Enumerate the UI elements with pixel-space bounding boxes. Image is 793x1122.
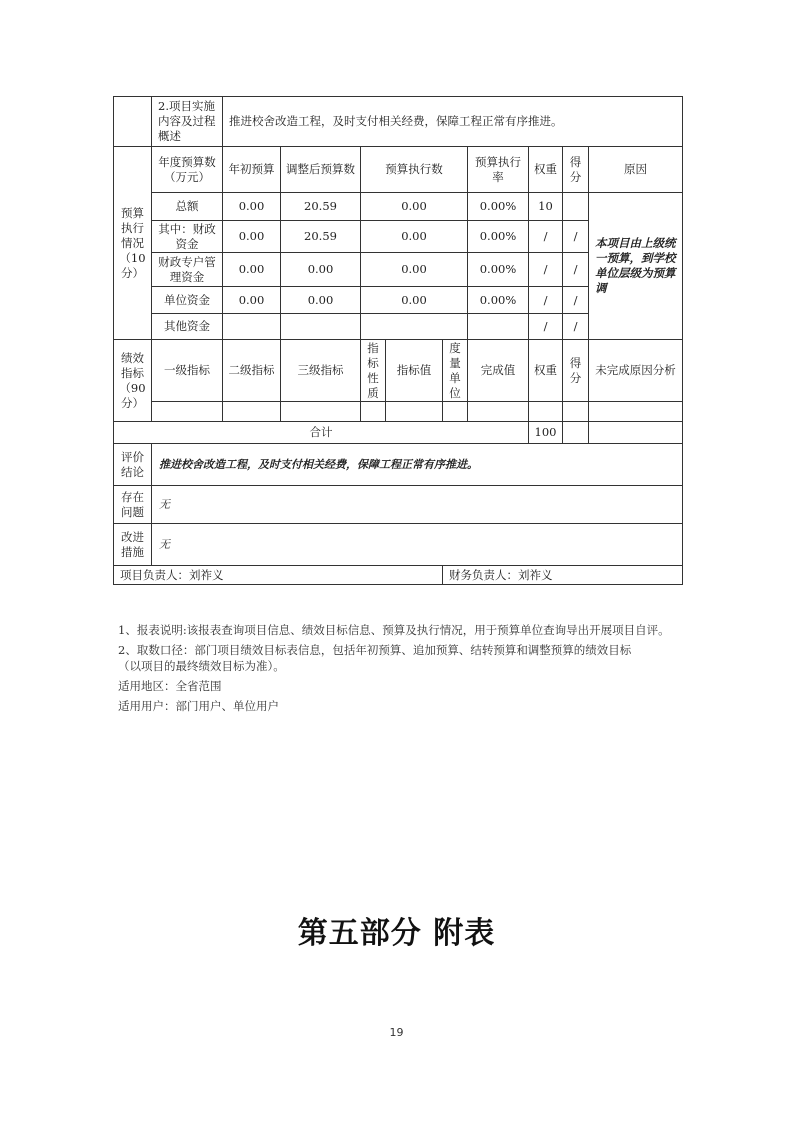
budget-adjusted: 0.00: [281, 287, 361, 314]
empty-cell: [468, 402, 529, 422]
blank-cell: [114, 97, 152, 147]
page-number: 19: [389, 1026, 404, 1039]
perf-header-nature: 指标性质: [361, 340, 386, 402]
perf-header-value: 指标值: [386, 340, 443, 402]
performance-evaluation-table: [113, 96, 683, 585]
budget-initial: [223, 314, 281, 340]
empty-cell: [152, 402, 223, 422]
budget-rate: 0.00%: [468, 193, 529, 221]
finance-lead: 财务负责人：刘祚义: [443, 566, 683, 585]
header-budget-number: 年度预算数（万元）: [152, 147, 223, 193]
perf-empty-row: [114, 402, 683, 422]
empty-cell: [563, 402, 589, 422]
budget-initial: 0.00: [223, 193, 281, 221]
empty-cell: [223, 402, 281, 422]
improve-label: 改进措施: [114, 524, 152, 566]
budget-weight: 10: [529, 193, 563, 221]
perf-header-weight: 权重: [529, 340, 563, 402]
budget-score: /: [563, 287, 589, 314]
project-lead: 项目负责人：刘祚义: [114, 566, 443, 585]
budget-rate: 0.00%: [468, 221, 529, 253]
budget-weight: /: [529, 253, 563, 287]
perf-header-completed: 完成值: [468, 340, 529, 402]
note-line-2a: 2、取数口径：部门项目绩效目标表信息，包括年初预算、追加预算、结转预算和调整预算的绩效目标: [118, 643, 632, 657]
empty-cell: [589, 402, 683, 422]
budget-executed: 0.00: [361, 287, 468, 314]
perf-header-reason: 未完成原因分析: [589, 340, 683, 402]
total-row: [114, 422, 683, 444]
note-users: 适用用户：部门用户、单位用户: [118, 699, 279, 713]
budget-row-label: 其他资金: [152, 314, 223, 340]
budget-initial: 0.00: [223, 287, 281, 314]
evaluation-text: 推进校舍改造工程，及时支付相关经费，保障工程正常有序推进。: [152, 444, 683, 486]
empty-cell: [563, 422, 589, 444]
budget-score: /: [563, 253, 589, 287]
budget-weight: /: [529, 314, 563, 340]
note-region: 适用地区：全省范围: [118, 679, 222, 693]
budget-executed: 0.00: [361, 221, 468, 253]
empty-cell: [361, 402, 386, 422]
budget-weight: /: [529, 221, 563, 253]
total-label: 合计: [114, 422, 529, 444]
budget-score: /: [563, 314, 589, 340]
total-weight: 100: [529, 422, 563, 444]
budget-adjusted: 20.59: [281, 193, 361, 221]
budget-initial: 0.00: [223, 221, 281, 253]
budget-row-label: 财政专户管理资金: [152, 253, 223, 287]
notes-section: [118, 622, 680, 718]
impl-label: 2.项目实施内容及过程概述: [152, 97, 223, 147]
budget-executed: [361, 314, 468, 340]
empty-cell: [443, 402, 468, 422]
budget-section-label: 预算执行情况（10分）: [114, 147, 152, 340]
budget-adjusted: [281, 314, 361, 340]
evaluation-label: 评价结论: [114, 444, 152, 486]
budget-executed: 0.00: [361, 253, 468, 287]
note-line-2b: （以项目的最终绩效目标为准）。: [118, 659, 285, 673]
perf-header-level2: 二级指标: [223, 340, 281, 402]
perf-header-score: 得分: [563, 340, 589, 402]
perf-header-level1: 一级指标: [152, 340, 223, 402]
empty-cell: [529, 402, 563, 422]
empty-cell: [386, 402, 443, 422]
perf-header-level3: 三级指标: [281, 340, 361, 402]
note-line-1: 1、报表说明:该报表查询项目信息、绩效目标信息、预算及执行情况，用于预算单位查询导出开展项目自评。: [118, 623, 670, 637]
header-initial: 年初预算: [223, 147, 281, 193]
budget-adjusted: 0.00: [281, 253, 361, 287]
header-adjusted: 调整后预算数: [281, 147, 361, 193]
budget-score: /: [563, 221, 589, 253]
problems-label: 存在问题: [114, 486, 152, 524]
impl-text: 推进校舍改造工程，及时支付相关经费，保障工程正常有序推进。: [223, 97, 683, 147]
header-rate: 预算执行率: [468, 147, 529, 193]
header-score: 得分: [563, 147, 589, 193]
budget-row-label: 其中：财政资金: [152, 221, 223, 253]
empty-cell: [281, 402, 361, 422]
part-title: 第五部分 附表: [297, 916, 496, 951]
header-weight: 权重: [529, 147, 563, 193]
budget-rate: 0.00%: [468, 253, 529, 287]
header-executed: 预算执行数: [361, 147, 468, 193]
problems-text: 无: [152, 486, 683, 524]
perf-section-label: 绩效指标（90分）: [114, 340, 152, 422]
perf-header-unit: 度量单位: [443, 340, 468, 402]
budget-row: [114, 193, 683, 221]
improve-text: 无: [152, 524, 683, 566]
empty-cell: [589, 422, 683, 444]
budget-rate: [468, 314, 529, 340]
budget-rate: 0.00%: [468, 287, 529, 314]
header-reason: 原因: [589, 147, 683, 193]
budget-row-label: 总额: [152, 193, 223, 221]
budget-weight: /: [529, 287, 563, 314]
budget-initial: 0.00: [223, 253, 281, 287]
budget-score: [563, 193, 589, 221]
budget-adjusted: 20.59: [281, 221, 361, 253]
budget-row-label: 单位资金: [152, 287, 223, 314]
budget-executed: 0.00: [361, 193, 468, 221]
reason-text: 本项目由上级统一预算，到学校单位层级为预算调: [589, 193, 683, 340]
